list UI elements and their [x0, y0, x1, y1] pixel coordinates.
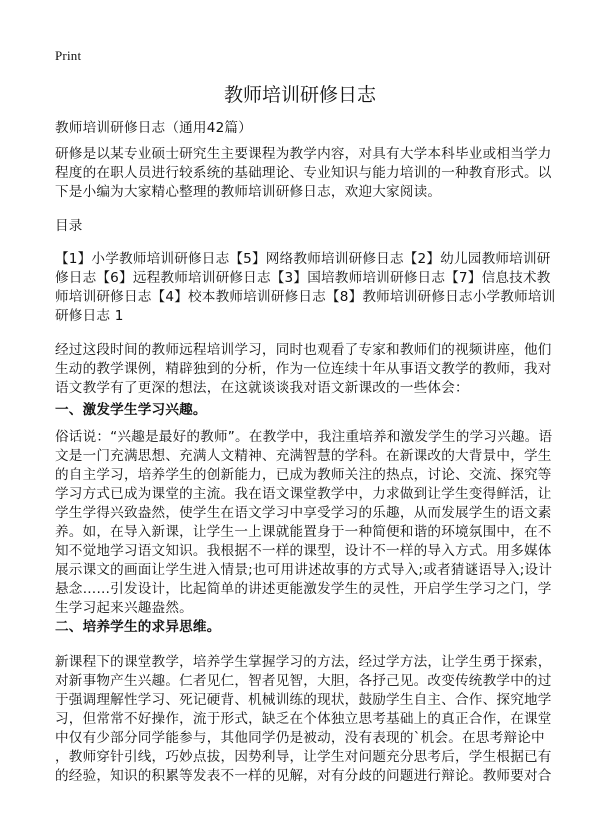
text-line: 养。如，在导入新课，让学生一上课就能置身于一种简便和谐的环境氛围中，在不: [55, 524, 552, 540]
text-line: 习，但常常不好操作，流于形式，缺乏在个体独立思考基础上的真正合作，在课堂: [55, 711, 552, 727]
print-link[interactable]: Print: [55, 48, 82, 63]
toc-line: 修日志【6】远程教师培训研修日志【3】国培教师培训研修日志【7】信息技术教: [55, 270, 551, 286]
text-line: 语文教学有了更深的想法，在这就谈谈我对语文新课改的一些体会：: [55, 380, 469, 396]
text-line: 的经验，知识的积累等发表不一样的见解，对有分歧的问题进行辩论。教师要对合: [55, 768, 552, 784]
toc-heading: 目录: [55, 218, 83, 234]
text-line: 学生学得兴致盎然，使学生在语文学习中享受学习的乐趣，从而发展学生的语文素: [55, 505, 552, 521]
toc-line: 研修日志 1: [55, 308, 124, 324]
paragraph: [55, 341, 555, 398]
text-line: 展示课文的画面让学生进入情景;也可用讲述故事的方式导入;或者猜谜语导入;设计: [55, 562, 553, 578]
toc-line: 【1】小学教师培训研修日志【5】网络教师培训研修日志【2】幼儿园教师培训研: [55, 251, 551, 267]
text-line: 的自主学习，培养学生的创新能力，已成为教师关注的热点，讨论、交流、探究等: [55, 467, 552, 483]
section-heading: 一、激发学生学习兴趣。: [55, 402, 207, 418]
text-line: 对新事物产生兴趣。仁者见仁，智者见智，大胆，各抒己见。改变传统教学中的过: [55, 673, 552, 689]
table-of-contents: [55, 250, 555, 326]
text-line: 生动的教学课例，精辟独到的分析，作为一位连续十年从事语文教学的教师，我对: [55, 361, 552, 377]
subtitle: 教师培训研修日志（通用42篇）: [55, 120, 253, 136]
text-line: ，教师穿针引线，巧妙点拔，因势利导，让学生对问题充分思考后，学生根据已有: [55, 749, 552, 765]
text-line: 于强调理解性学习、死记硬背、机械训练的现状，鼓励学生自主、合作、探究地学: [55, 692, 552, 708]
text-line: 经过这段时间的教师远程培训学习，同时也观看了专家和教师们的视频讲座，他们: [55, 342, 552, 358]
text-line: 程度的在职人员进行较系统的基础理论、专业知识与能力培训的一种教育形式。以: [55, 165, 552, 181]
text-line: 悬念……引发设计，比起简单的讲述更能激发学生的灵性，开启学生学习之门，学: [55, 581, 552, 597]
text-line: 下是小编为大家精心整理的教师培训研修日志，欢迎大家阅读。: [55, 184, 442, 200]
section-heading: 二、培养学生的求异思维。: [55, 619, 221, 635]
intro-paragraph: [55, 145, 555, 202]
page-title: 教师培训研修日志: [223, 84, 376, 106]
paragraph: [55, 653, 555, 786]
text-line: 新课程下的课堂教学，培养学生掌握学习的方法，经过学方法，让学生勇于探索，: [55, 654, 552, 670]
text-line: 知不觉地学习语文知识。我根据不一样的课型，设计不一样的导入方式。用多媒体: [55, 543, 552, 559]
text-line: 生学习起来兴趣盎然。: [55, 600, 193, 616]
text-line: 文是一门充满思想、充满人文精神、充满智慧的学科。在新课改的大背景中，学生: [55, 448, 552, 464]
text-line: 研修是以某专业硕士研究生主要课程为教学内容，对具有大学本科毕业或相当学力: [55, 146, 552, 162]
text-line: 俗话说：“兴趣是最好的教师”。在教学中，我注重培养和激发学生的学习兴趣。语: [55, 429, 553, 445]
paragraph: [55, 428, 555, 618]
toc-line: 师培训研修日志【4】校本教师培训研修日志【8】教师培训研修日志小学教师培训: [55, 289, 556, 305]
text-line: 中仅有少部分同学能参与，其他同学仍是被动，没有表现的`机会。在思考辩论中: [55, 730, 545, 746]
text-line: 学习方式已成为课堂的主流。我在语文课堂教学中，力求做到让学生变得鲜活，让: [55, 486, 552, 502]
